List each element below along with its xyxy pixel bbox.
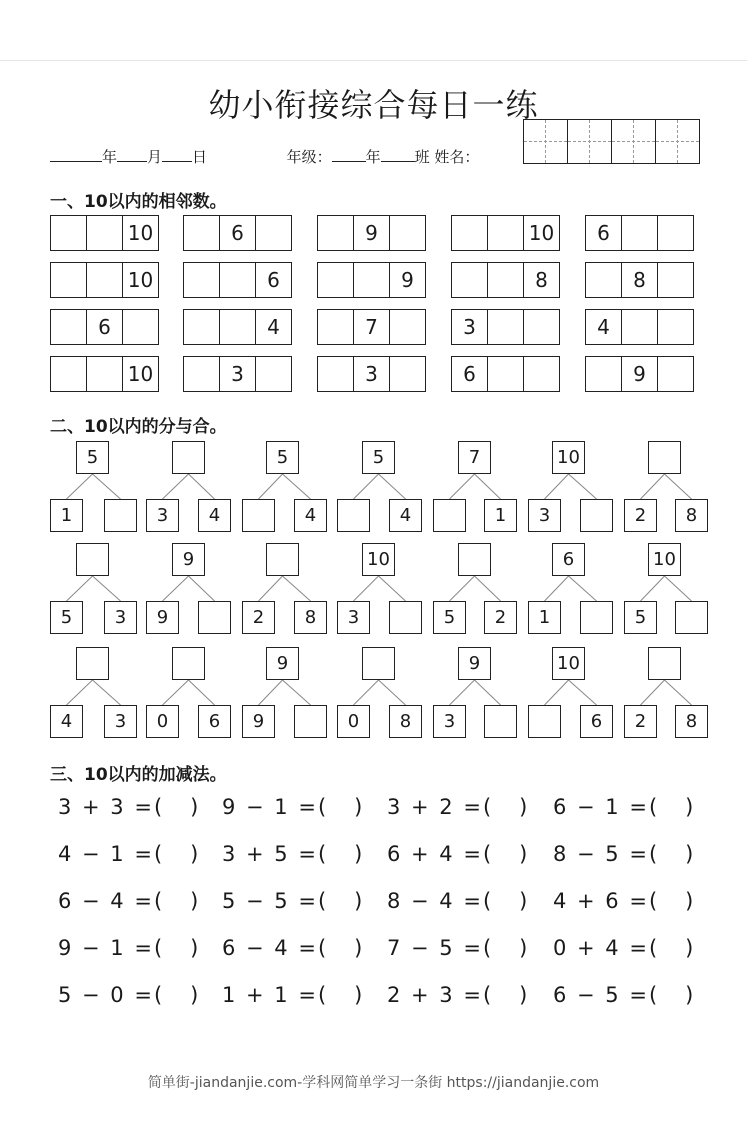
equation-item[interactable]: 4 + 6 =( )	[553, 889, 696, 913]
equation-item[interactable]: 6 − 5 =( )	[553, 983, 696, 1007]
equation-item[interactable]: 3 + 2 =( )	[387, 795, 530, 819]
given-number-cell: 6	[267, 268, 280, 292]
bond-line-left	[163, 576, 189, 601]
bond-part-box: 1	[484, 499, 517, 532]
bond-answer-box[interactable]	[172, 441, 205, 474]
bond-line-right	[93, 680, 121, 705]
bond-answer-box[interactable]	[242, 499, 275, 532]
bond-part-box: 1	[50, 499, 83, 532]
given-number-cell: 3	[220, 357, 256, 391]
given-number-cell: 6	[220, 216, 256, 250]
given-number-cell: 10	[127, 268, 154, 292]
bond-line-left	[259, 474, 283, 499]
bond-line-right	[569, 576, 597, 601]
bond-line-left	[354, 474, 379, 499]
bond-line-right	[283, 474, 311, 499]
grade-year-label: 年	[365, 148, 381, 166]
bond-part-box: 3	[146, 499, 179, 532]
given-number-cell: 3	[354, 357, 390, 391]
bond-whole-box: 10	[648, 543, 681, 576]
equation-item[interactable]: 5 − 0 =( )	[58, 983, 201, 1007]
equation-item[interactable]: 6 + 4 =( )	[387, 842, 530, 866]
bond-part-box: 3	[337, 601, 370, 634]
bond-line-left	[354, 680, 379, 705]
equation-item[interactable]: 9 − 1 =( )	[58, 936, 201, 960]
bond-answer-box[interactable]	[648, 441, 681, 474]
bond-part-box: 0	[337, 705, 370, 738]
equation-item[interactable]: 6 − 4 =( )	[58, 889, 201, 913]
given-number-cell: 9	[354, 216, 390, 250]
bond-answer-box[interactable]	[337, 499, 370, 532]
bond-part-box: 8	[389, 705, 422, 738]
bond-line-left	[163, 680, 189, 705]
bond-line-left	[67, 680, 93, 705]
bond-part-box: 4	[389, 499, 422, 532]
equation-item[interactable]: 0 + 4 =( )	[553, 936, 696, 960]
given-number-cell: 10	[127, 362, 154, 386]
bond-part-box: 9	[242, 705, 275, 738]
bond-part-box: 6	[198, 705, 231, 738]
given-number-cell: 4	[586, 310, 622, 344]
bond-line-left	[354, 576, 379, 601]
bond-line-left	[641, 474, 665, 499]
bond-answer-box[interactable]	[266, 543, 299, 576]
bond-answer-box[interactable]	[580, 499, 613, 532]
given-number-cell: 4	[267, 315, 280, 339]
grade-label: 年级：	[286, 148, 332, 166]
bond-line-left	[641, 680, 665, 705]
bond-line-left	[545, 680, 569, 705]
bond-part-box: 5	[433, 601, 466, 634]
bond-whole-box: 10	[552, 441, 585, 474]
given-number-cell: 8	[622, 263, 658, 297]
bond-line-right	[665, 474, 692, 499]
bond-answer-box[interactable]	[528, 705, 561, 738]
bond-line-left	[450, 680, 475, 705]
bond-whole-box: 9	[266, 647, 299, 680]
equation-item[interactable]: 1 + 1 =( )	[222, 983, 365, 1007]
equation-item[interactable]: 3 + 5 =( )	[222, 842, 365, 866]
day-label: 日	[192, 148, 208, 166]
bond-line-right	[283, 680, 311, 705]
given-number-cell: 6	[586, 216, 622, 250]
bond-part-box: 3	[528, 499, 561, 532]
equation-item[interactable]: 7 − 5 =( )	[387, 936, 530, 960]
bond-part-box: 4	[198, 499, 231, 532]
bond-part-box: 5	[624, 601, 657, 634]
page-title: 幼小衔接综合每日一练	[208, 86, 539, 124]
year-label: 年	[102, 148, 118, 166]
bond-line-right	[189, 576, 215, 601]
bond-answer-box[interactable]	[458, 543, 491, 576]
bond-whole-box: 7	[458, 441, 491, 474]
bond-answer-box[interactable]	[648, 647, 681, 680]
bond-line-left	[450, 474, 475, 499]
given-number-cell: 9	[401, 268, 414, 292]
bond-line-left	[67, 474, 93, 499]
bond-whole-box: 5	[362, 441, 395, 474]
bond-line-right	[379, 680, 406, 705]
bond-line-right	[665, 576, 692, 601]
bond-line-right	[569, 474, 597, 499]
class-name-label: 班 姓名：	[414, 148, 480, 166]
given-number-cell: 9	[622, 357, 658, 391]
given-number-cell: 6	[452, 357, 488, 391]
month-label: 月	[147, 148, 163, 166]
equation-item[interactable]: 6 − 4 =( )	[222, 936, 365, 960]
bond-whole-box: 6	[552, 543, 585, 576]
bond-whole-box: 9	[172, 543, 205, 576]
equation-item[interactable]: 4 − 1 =( )	[58, 842, 201, 866]
section-1-title: 一、10以内的相邻数。	[50, 192, 227, 212]
bond-answer-box[interactable]	[104, 499, 137, 532]
bond-line-left	[163, 474, 189, 499]
bond-part-box: 8	[675, 705, 708, 738]
bond-part-box: 2	[624, 499, 657, 532]
bond-answer-box[interactable]	[294, 705, 327, 738]
bond-answer-box[interactable]	[484, 705, 517, 738]
bond-part-box: 3	[104, 705, 137, 738]
bond-line-left	[259, 680, 283, 705]
bond-part-box: 6	[580, 705, 613, 738]
equation-item[interactable]: 5 − 5 =( )	[222, 889, 365, 913]
equation-item[interactable]: 8 − 5 =( )	[553, 842, 696, 866]
bond-part-box: 3	[433, 705, 466, 738]
bond-part-box: 2	[484, 601, 517, 634]
bond-part-box: 3	[104, 601, 137, 634]
bond-answer-box[interactable]	[389, 601, 422, 634]
bond-part-box: 8	[675, 499, 708, 532]
bond-part-box: 9	[146, 601, 179, 634]
bond-answer-box[interactable]	[433, 499, 466, 532]
bond-whole-box: 9	[458, 647, 491, 680]
bond-part-box: 2	[242, 601, 275, 634]
given-number-cell: 10	[528, 221, 555, 245]
bond-answer-box[interactable]	[172, 647, 205, 680]
bond-part-box: 1	[528, 601, 561, 634]
given-number-cell: 10	[127, 221, 154, 245]
footer-text: 简单街-jiandanjie.com-学科网简单学习一条街 https://jiandanjie.com	[147, 1075, 600, 1091]
bond-whole-box: 5	[266, 441, 299, 474]
bond-line-left	[641, 576, 665, 601]
bond-answer-box[interactable]	[198, 601, 231, 634]
bond-answer-box[interactable]	[580, 601, 613, 634]
section-2-title: 二、10以内的分与合。	[50, 417, 227, 437]
bond-part-box: 0	[146, 705, 179, 738]
bond-part-box: 4	[294, 499, 327, 532]
bond-line-right	[379, 576, 406, 601]
bond-line-right	[475, 680, 501, 705]
bond-line-right	[189, 474, 215, 499]
equation-item[interactable]: 8 − 4 =( )	[387, 889, 530, 913]
section-3-title: 三、10以内的加减法。	[50, 765, 227, 785]
bond-line-right	[569, 680, 597, 705]
bond-answer-box[interactable]	[76, 543, 109, 576]
equation-item[interactable]: 9 − 1 =( )	[222, 795, 365, 819]
bond-part-box: 5	[50, 601, 83, 634]
given-number-cell: 7	[354, 310, 390, 344]
bond-line-right	[665, 680, 692, 705]
bond-line-right	[93, 576, 121, 601]
bond-line-left	[67, 576, 93, 601]
bond-line-right	[93, 474, 121, 499]
bond-whole-box: 10	[362, 543, 395, 576]
bond-line-right	[475, 474, 501, 499]
bond-part-box: 4	[50, 705, 83, 738]
equation-item[interactable]: 3 + 3 =( )	[58, 795, 201, 819]
bond-part-box: 2	[624, 705, 657, 738]
bond-answer-box[interactable]	[675, 601, 708, 634]
bond-line-right	[189, 680, 215, 705]
given-number-cell: 8	[535, 268, 548, 292]
bond-whole-box: 5	[76, 441, 109, 474]
bond-answer-box[interactable]	[362, 647, 395, 680]
bond-line-right	[283, 576, 311, 601]
bond-line-right	[475, 576, 501, 601]
bond-answer-box[interactable]	[76, 647, 109, 680]
bond-part-box: 8	[294, 601, 327, 634]
equation-item[interactable]: 6 − 1 =( )	[553, 795, 696, 819]
bond-whole-box: 10	[552, 647, 585, 680]
bond-line-left	[450, 576, 475, 601]
given-number-cell: 6	[87, 310, 123, 344]
given-number-cell: 3	[452, 310, 488, 344]
bond-line-left	[259, 576, 283, 601]
bond-line-left	[545, 576, 569, 601]
bond-line-left	[545, 474, 569, 499]
equation-item[interactable]: 2 + 3 =( )	[387, 983, 530, 1007]
bond-line-right	[379, 474, 406, 499]
